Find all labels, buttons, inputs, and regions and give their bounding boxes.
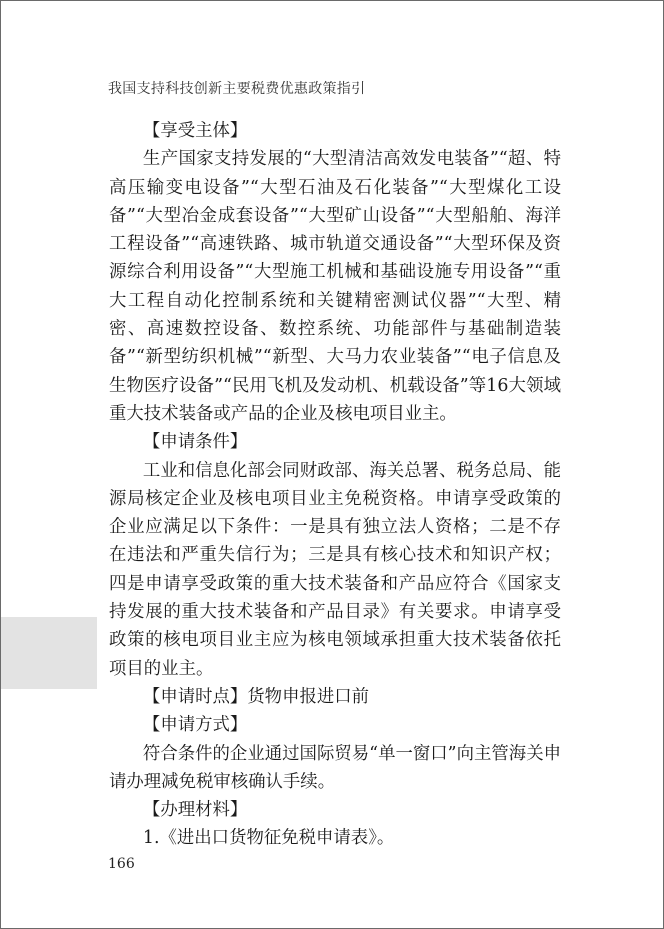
timing-line <box>109 683 561 711</box>
page-number: 166 <box>108 856 135 872</box>
timing-text: 货物申报进口前 <box>247 686 370 707</box>
timing-heading: 【申请时点】 <box>142 686 248 707</box>
running-header: 我国支持科技创新主要税费优惠政策指引 <box>108 81 366 97</box>
conditions-paragraph: 工业和信息化部会同财政部、海关总署、税务总局、能源局核定企业及核电项目业主免税资格。申请享受政策的企业应满足以下条件：一是具有独立法人资格；二是不存在违法和严重失信行为；三是具有核心技术和知识产权；四是申请享受政策的重大技术装备和产品应符合《国家支持发展的重大技术装备和产品目录》有关要求。申请享受政策的核电项目业主应为核电领域承担重大技术装备依托项目的业主。 <box>109 460 561 679</box>
subject-heading: 【享受主体】 <box>142 121 248 141</box>
subject-paragraph: 生产国家支持发展的“大型清洁高效发电装备”“超、特高压输变电设备”“大型石油及石化装备”“大型煤化工设备”“大型冶金成套设备”“大型矿山设备”“大型船舶、海洋工程设备”“高速铁路、城市轨道交通设备”“大型环保及资源综合利用设备”“大型施工机械和基础设施专用设备”“重大工程自动化控制系统和关键精密测试仪器”“大型、精密、高速数控设备、数控系统、功能部件与基础制造装备”“新型纺织机械”“新型、大马力农业装备”“电子信息及生物医疗设备”“民用飞机及发动机、机载设备”等16大领域重大技术装备或产品的企业及核电项目业主。 <box>109 149 561 424</box>
materials-heading: 【办理材料】 <box>142 800 248 821</box>
conditions-heading: 【申请条件】 <box>142 432 248 453</box>
method-paragraph: 符合条件的企业通过国际贸易“单一窗口”向主管海关申请办理减免税审核确认手续。 <box>109 743 561 792</box>
method-heading: 【申请方式】 <box>142 715 248 736</box>
materials-item-1: 1.《进出口货物征免税申请表》。 <box>142 828 395 849</box>
body-text <box>109 117 561 853</box>
side-thumb-tab <box>1 617 97 689</box>
